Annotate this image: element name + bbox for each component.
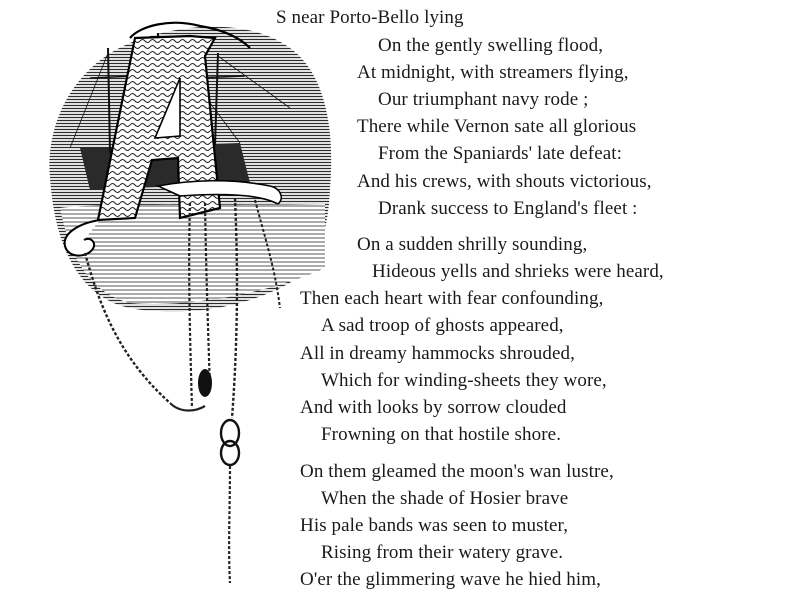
illuminated-initial-icon [40,8,340,588]
poem-line: On them gleamed the moon's wan lustre, [300,461,614,482]
poem-line: Frowning on that hostile shore. [321,424,562,445]
poem-line: Then each heart with fear confounding, [300,288,604,309]
poem-line: Which for winding-sheets they wore, [321,370,607,391]
poem-line: Rising from their watery grave. [321,542,564,563]
poem-line: On a sudden shrilly sounding, [357,234,588,255]
poem-line: Drank success to England's fleet : [378,198,638,219]
poem-line: Our triumphant navy rode ; [378,89,589,110]
poem-line: From the Spaniards' late defeat: [378,143,623,164]
poem-line: And with looks by sorrow clouded [300,397,567,418]
poem-line: A sad troop of ghosts appeared, [321,315,564,336]
poem-line: At midnight, with streamers flying, [357,62,629,83]
poem-line: On the gently swelling flood, [378,35,604,56]
poem-line: All in dreamy hammocks shrouded, [300,343,575,364]
poem-line: His pale bands was seen to muster, [300,515,569,536]
poem-line: Hideous yells and shrieks were heard, [372,261,664,282]
poem-line: There while Vernon sate all glorious [357,116,637,137]
poem-line: S near Porto-Bello lying [276,7,464,28]
poem-line: O'er the glimmering wave he hied him, [300,569,602,590]
poem-line: And his crews, with shouts victorious, [357,171,652,192]
poem-line: When the shade of Hosier brave [321,488,569,509]
